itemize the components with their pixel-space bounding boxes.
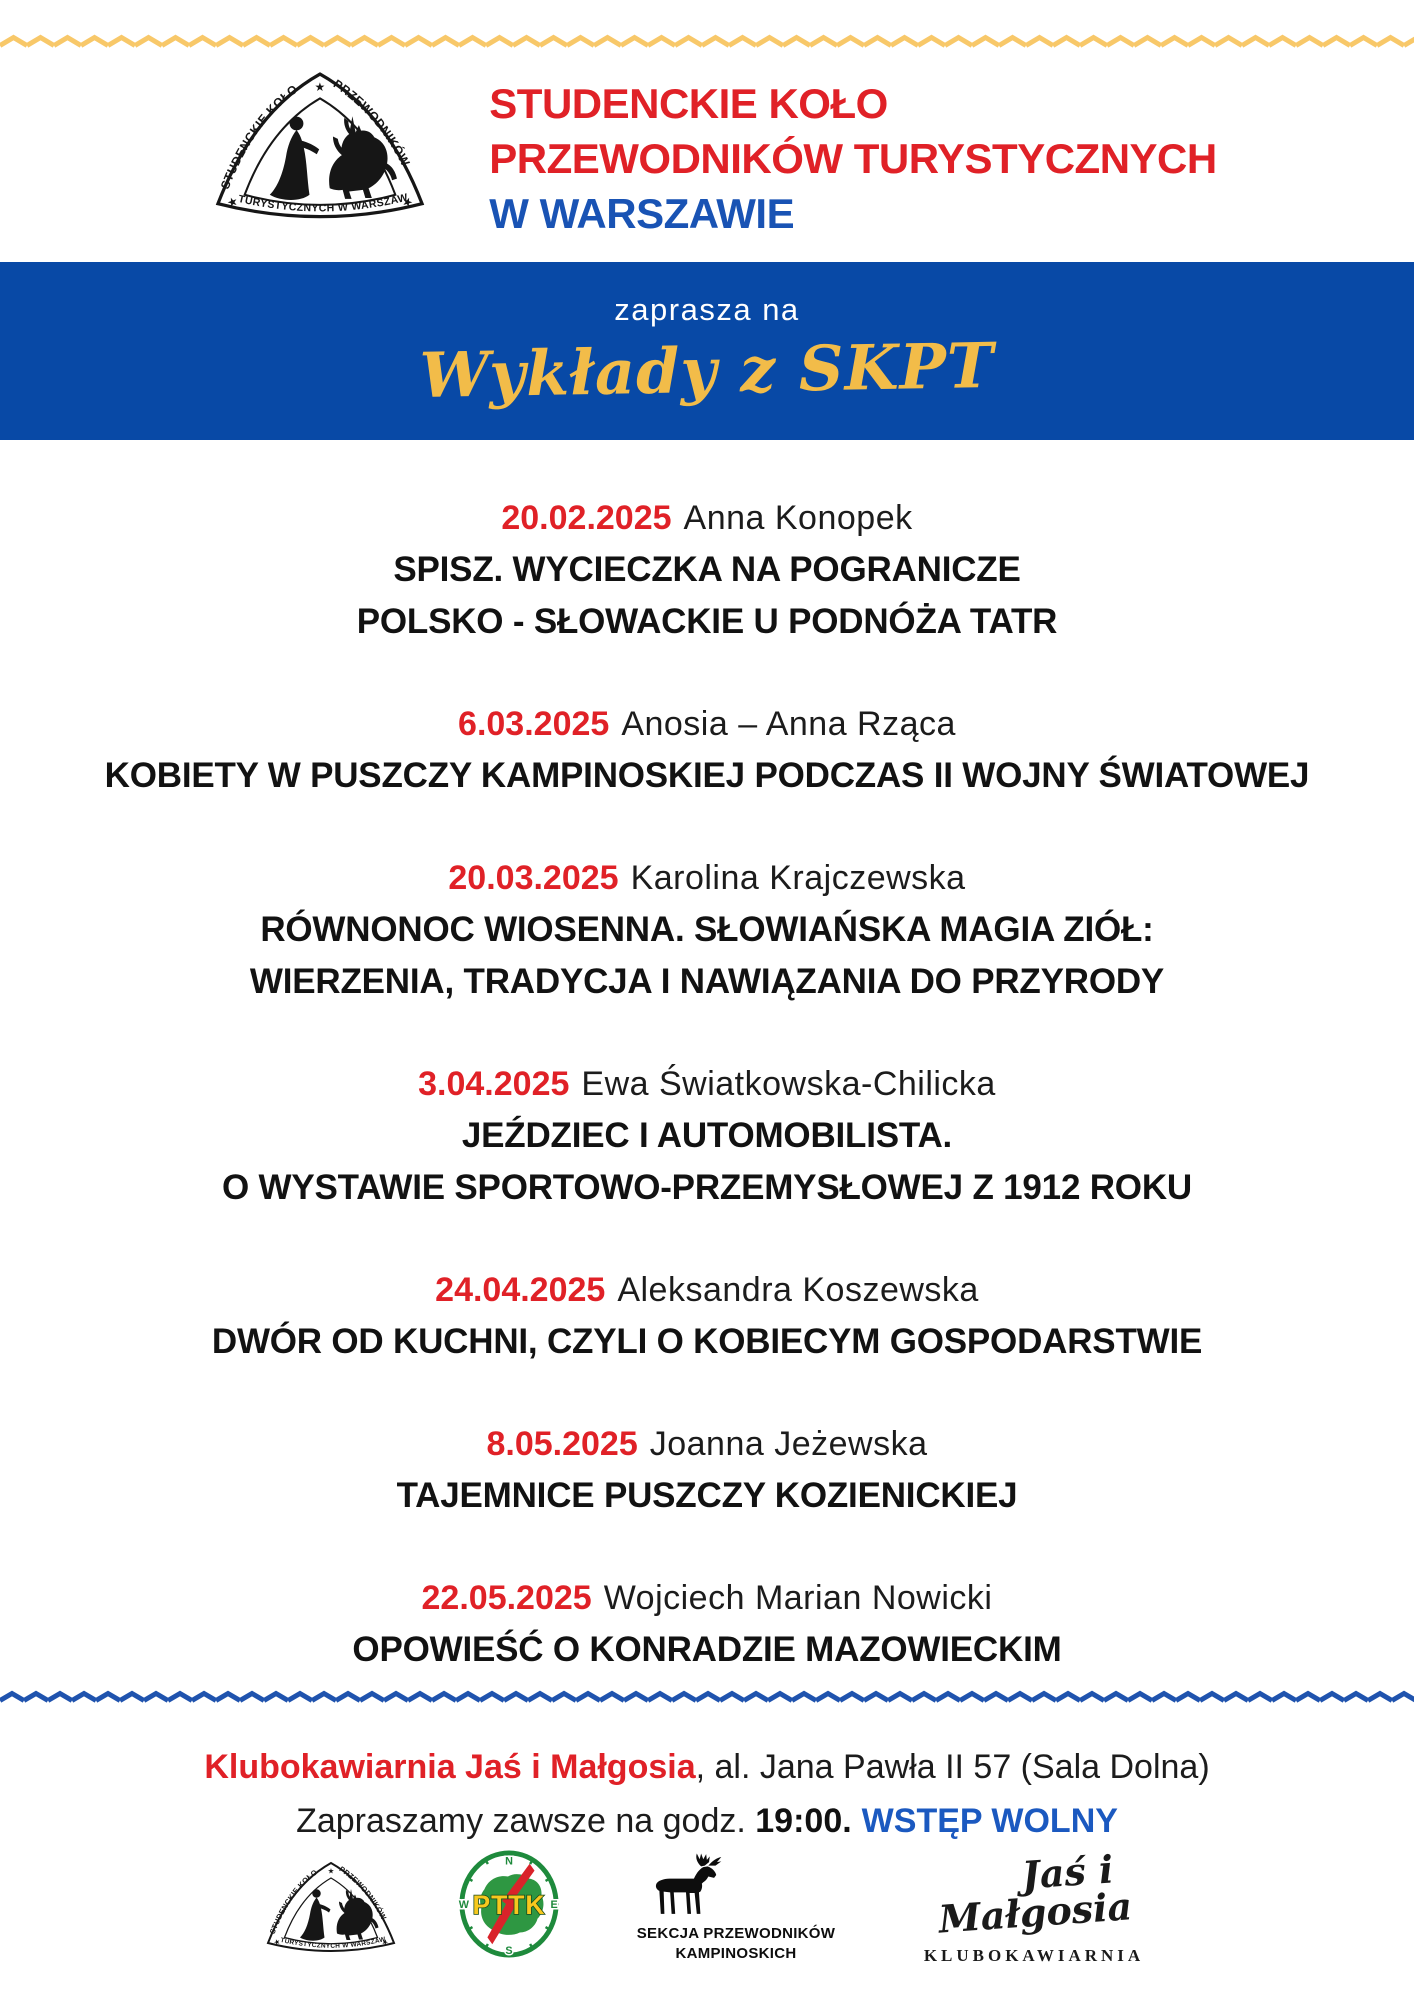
lecture-entry (222, 1058, 1192, 1214)
pttk-logo (455, 1850, 563, 1958)
lecture-meta (222, 1058, 1192, 1110)
lecture-title-line: KOBIETY W PUSZCZY KAMPINOSKIEJ PODCZAS II WOJNY ŚWIATOWEJ (104, 756, 1310, 795)
lecture-speaker: Joanna Jeżewska (649, 1425, 928, 1463)
lecture-date: 20.03.2025 (448, 859, 619, 897)
organization-name (489, 66, 1216, 241)
lecture-entry (212, 1264, 1202, 1368)
lecture-entry (357, 492, 1058, 648)
partner-logos-row (0, 1846, 1414, 1966)
lecture-date: 24.04.2025 (435, 1271, 606, 1309)
lecture-title-line: DWÓR OD KUCHNI, CZYLI O KOBIECYM GOSPODARSTWIE (211, 1322, 1203, 1361)
lecture-meta (250, 852, 1164, 904)
invite-text: Zapraszamy zawsze na godz. (296, 1802, 756, 1840)
jas-script-text (907, 1847, 1162, 1940)
org-name-line1: STUDENCKIE KOŁO (489, 80, 888, 127)
kampinos-section-logo (611, 1850, 861, 1964)
lecture-meta (212, 1264, 1202, 1316)
lecture-title-line: TAJEMNICE PUSZCZY KOZIENICKIEJ (396, 1476, 1018, 1515)
banner-title: Wykłady z SKPT (419, 328, 995, 413)
yellow-zigzag-divider (0, 33, 1414, 51)
lecture-date: 3.04.2025 (418, 1065, 570, 1103)
lecture-title-line: POLSKO - SŁOWACKIE U PODNÓŻA TATR (356, 602, 1058, 641)
lecture-entry (352, 1572, 1061, 1676)
lecture-speaker: Anna Konopek (683, 499, 913, 537)
lecture-title-line: WIERZENIA, TRADYCJA I NAWIĄZANIA DO PRZYRODY (249, 962, 1165, 1001)
lecture-speaker: Ewa Światkowska-Chilicka (581, 1065, 996, 1103)
free-entry-label: WSTĘP WOLNY (861, 1802, 1118, 1840)
lecture-meta (352, 1572, 1061, 1624)
jas-caption: KLUBOKAWIARNIA (923, 1946, 1145, 1965)
blue-banner (0, 262, 1414, 440)
kampinos-caption-line1: SEKCJA PRZEWODNIKÓW (636, 1925, 836, 1942)
venue-address: , al. Jana Pawła II 57 (Sala Dolna) (695, 1748, 1210, 1786)
lecture-speaker: Karolina Krajczewska (630, 859, 966, 897)
jas-i-malgosia-logo (909, 1846, 1159, 1966)
lecture-meta (357, 492, 1058, 544)
venue-name: Klubokawiarnia Jaś i Małgosia (204, 1748, 696, 1786)
lecture-speaker: Wojciech Marian Nowicki (603, 1579, 993, 1617)
event-time: 19:00. (755, 1802, 852, 1840)
lecture-date: 8.05.2025 (486, 1425, 638, 1463)
lecture-title-line: JEŹDZIEC I AUTOMOBILISTA. (461, 1116, 953, 1155)
lecture-date: 22.05.2025 (421, 1579, 592, 1617)
org-name-line2: PRZEWODNIKÓW TURYSTYCZNYCH (489, 135, 1217, 182)
skpt-badge-logo-small (255, 1850, 407, 1958)
lecture-meta (397, 1418, 1018, 1470)
kampinos-caption-line2: KAMPINOSKICH (675, 1945, 797, 1962)
footer (0, 1740, 1414, 1848)
lecture-entry (397, 1418, 1018, 1522)
lecture-speaker: Anosia – Anna Rząca (621, 705, 956, 743)
invite-line (0, 1794, 1414, 1848)
lecture-entry (250, 852, 1164, 1008)
jas-script-line2: Małgosia (937, 1883, 1134, 1942)
lecture-entry (105, 698, 1310, 802)
lecture-title-line: OPOWIEŚĆ O KONRADZIE MAZOWIECKIM (352, 1630, 1062, 1669)
lecture-speaker: Aleksandra Koszewska (617, 1271, 979, 1309)
lecture-date: 6.03.2025 (458, 705, 610, 743)
moose-icon (611, 1852, 761, 1924)
lecture-meta (105, 698, 1310, 750)
blue-zigzag-divider (0, 1689, 1414, 1705)
skpt-badge-logo (197, 66, 443, 228)
header (0, 66, 1414, 241)
jas-script-line1: Jaś i (1020, 1846, 1115, 1898)
lecture-title-line: O WYSTAWIE SPORTOWO-PRZEMYSŁOWEJ Z 1912 ROKU (221, 1168, 1192, 1207)
lecture-date: 20.02.2025 (501, 499, 672, 537)
banner-intro: zaprasza na (614, 292, 800, 327)
lecture-list (0, 492, 1414, 1676)
lecture-title-line: RÓWNONOC WIOSENNA. SŁOWIAŃSKA MAGIA ZIÓŁ: (260, 910, 1154, 949)
venue-line (0, 1740, 1414, 1794)
lecture-title-line: SPISZ. WYCIECZKA NA POGRANICZE (393, 550, 1021, 589)
org-name-line3: W WARSZAWIE (489, 190, 795, 237)
